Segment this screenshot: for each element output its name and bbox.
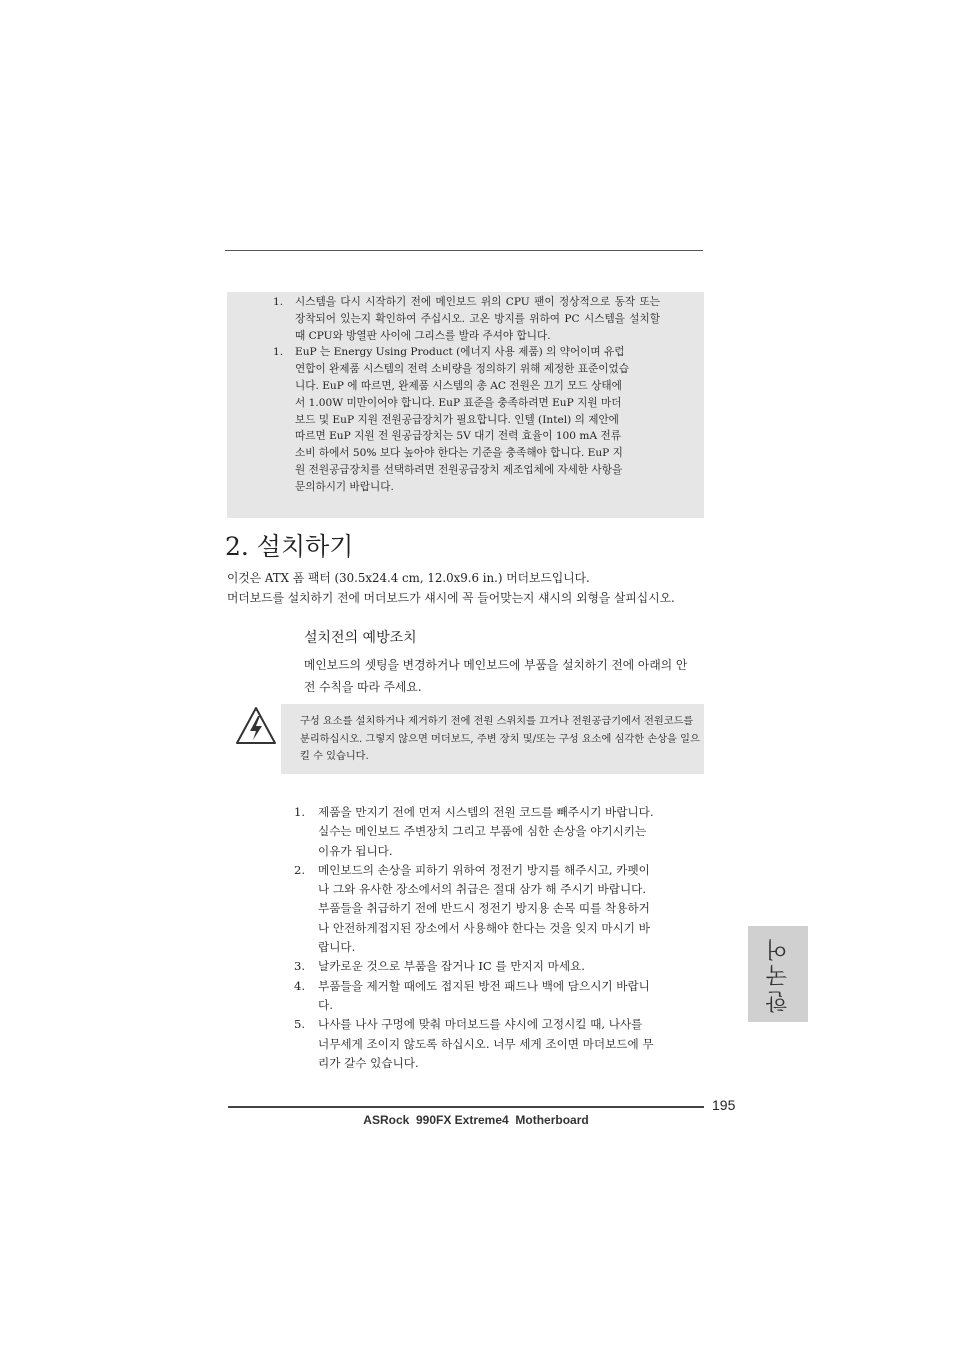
language-tab-label: 한국어 [765,935,791,1013]
precaution-text: 메인보드의 셋팅을 변경하거나 메인보드에 부품을 설치하기 전에 아래의 안전 수칙을 따라 주세요. [304,658,688,694]
step-text: 날카로운 것으로 부품을 잡거나 IC 를 만지지 마세요. [318,959,585,974]
step-number: 2. [294,862,306,877]
step-text: 메인보드의 손상을 피하기 위하여 정전기 방지를 해주시고, 카펫이나 그와 유사한 장소에서의 취급은 절대 삼가 해 주시기 바랍니다. 부품들을 취급하기 전에 반드시 정전기 방지용 손목 띠를 착용하거나 안전하게접지된 장소에서 사용해야 한다는 것을 잊지 마시기 바랍니다. [318,862,650,955]
note-item [273,344,660,495]
step-number: 4. [294,978,306,993]
electrical-hazard-icon [234,705,278,747]
note-text: EuP 는 Energy Using Product (에너지 사용 제품) 의 약어이며 유럽 연합이 완제품 시스템의 전력 소비량을 정의하기 위해 제정한 표준이었습니다. EuP 에 따르면, 완제품 시스템의 총 AC 전원은 끄기 모드 상태에서 1.00W 미만이어야 합니다. EuP 표준을 충족하려면 EuP 지원 마더보드 및 EuP 지원 전원공급장치가 필요합니다. 인텔 (Intel) 의 제안에 따르면 EuP 지원 전 원공급장치는 5V 대기 전력 효율이 100 mA 전류 소비 하에서 50% 보다 높아야 한다는 기준을 충족해야 합니다. EuP 지원 전원공급장치를 선택하려면 전원공급장치 제조업체에 자세한 사항을 문의하시기 바랍니다. [295,346,629,493]
step-number: 3. [294,959,306,974]
step-number: 5. [294,1017,306,1032]
language-tab [748,926,808,1022]
step-text: 제품을 만지기 전에 먼저 시스템의 전원 코드를 빼주시기 바랍니다. 실수는 메인보드 주변장치 그리고 부품에 심한 손상을 야기시키는이유가 됩니다. [318,805,654,858]
footer-product-name: ASRock 990FX Extreme4 Motherboard [363,1113,589,1127]
note-number: 1. [273,296,284,308]
step-text: 나사를 나사 구멍에 맞춰 마더보드를 샤시에 고정시킬 때, 나사를 너무세게 조이지 않도록 하십시오. 너무 세게 조이면 마더보드에 무리가 갈수 있습니다. [318,1017,654,1070]
steps-list [294,803,656,1073]
step-text: 부품들을 제거할 때에도 접지된 방전 패드나 백에 담으시기 바랍니다. [318,978,650,1012]
intro-line-2: 머더보드를 설치하기 전에 머더보드가 섀시에 꼭 들어맞는지 섀시의 외형을 살피십시오. [227,591,675,605]
list-item [294,861,656,957]
list-item [294,803,656,861]
warning-text: 구성 요소를 설치하거나 제거하기 전에 전원 스위치를 끄거나 전원공급기에서 전원코드를 분리하십시오. 그렇지 않으면 머더보드, 주변 장치 및/또는 구성 요소에 심각한 손상을 일으킬 수 있습니다. [300,716,700,762]
note-number: 1. [273,346,284,359]
note-item [273,294,660,344]
step-number: 1. [294,805,306,819]
list-item [294,957,656,976]
list-item [294,977,656,1016]
note-text: 시스템을 다시 시작하기 전에 메인보드 위의 CPU 팬이 정상적으로 동작 또는 장착되어 있는지 확인하여 주십시오. 고온 방지를 위하여 PC 시스템을 설치할 때 CPU와 방열판 사이에 그리스를 발라 주셔야 합니다. [295,296,660,342]
precaution-title: 설치전의 예방조치 [304,630,417,646]
header-rule [225,250,703,251]
intro-line-1: 이것은 ATX 폼 팩터 (30.5x24.4 cm, 12.0x9.6 in.) 머더보드입니다. [227,571,590,585]
section-title: 2. 설치하기 [225,532,354,561]
page-number: 195 [712,1097,736,1113]
footer-rule [228,1106,704,1108]
list-item [294,1015,656,1073]
warning-box [281,704,704,774]
notes-box [227,292,704,518]
